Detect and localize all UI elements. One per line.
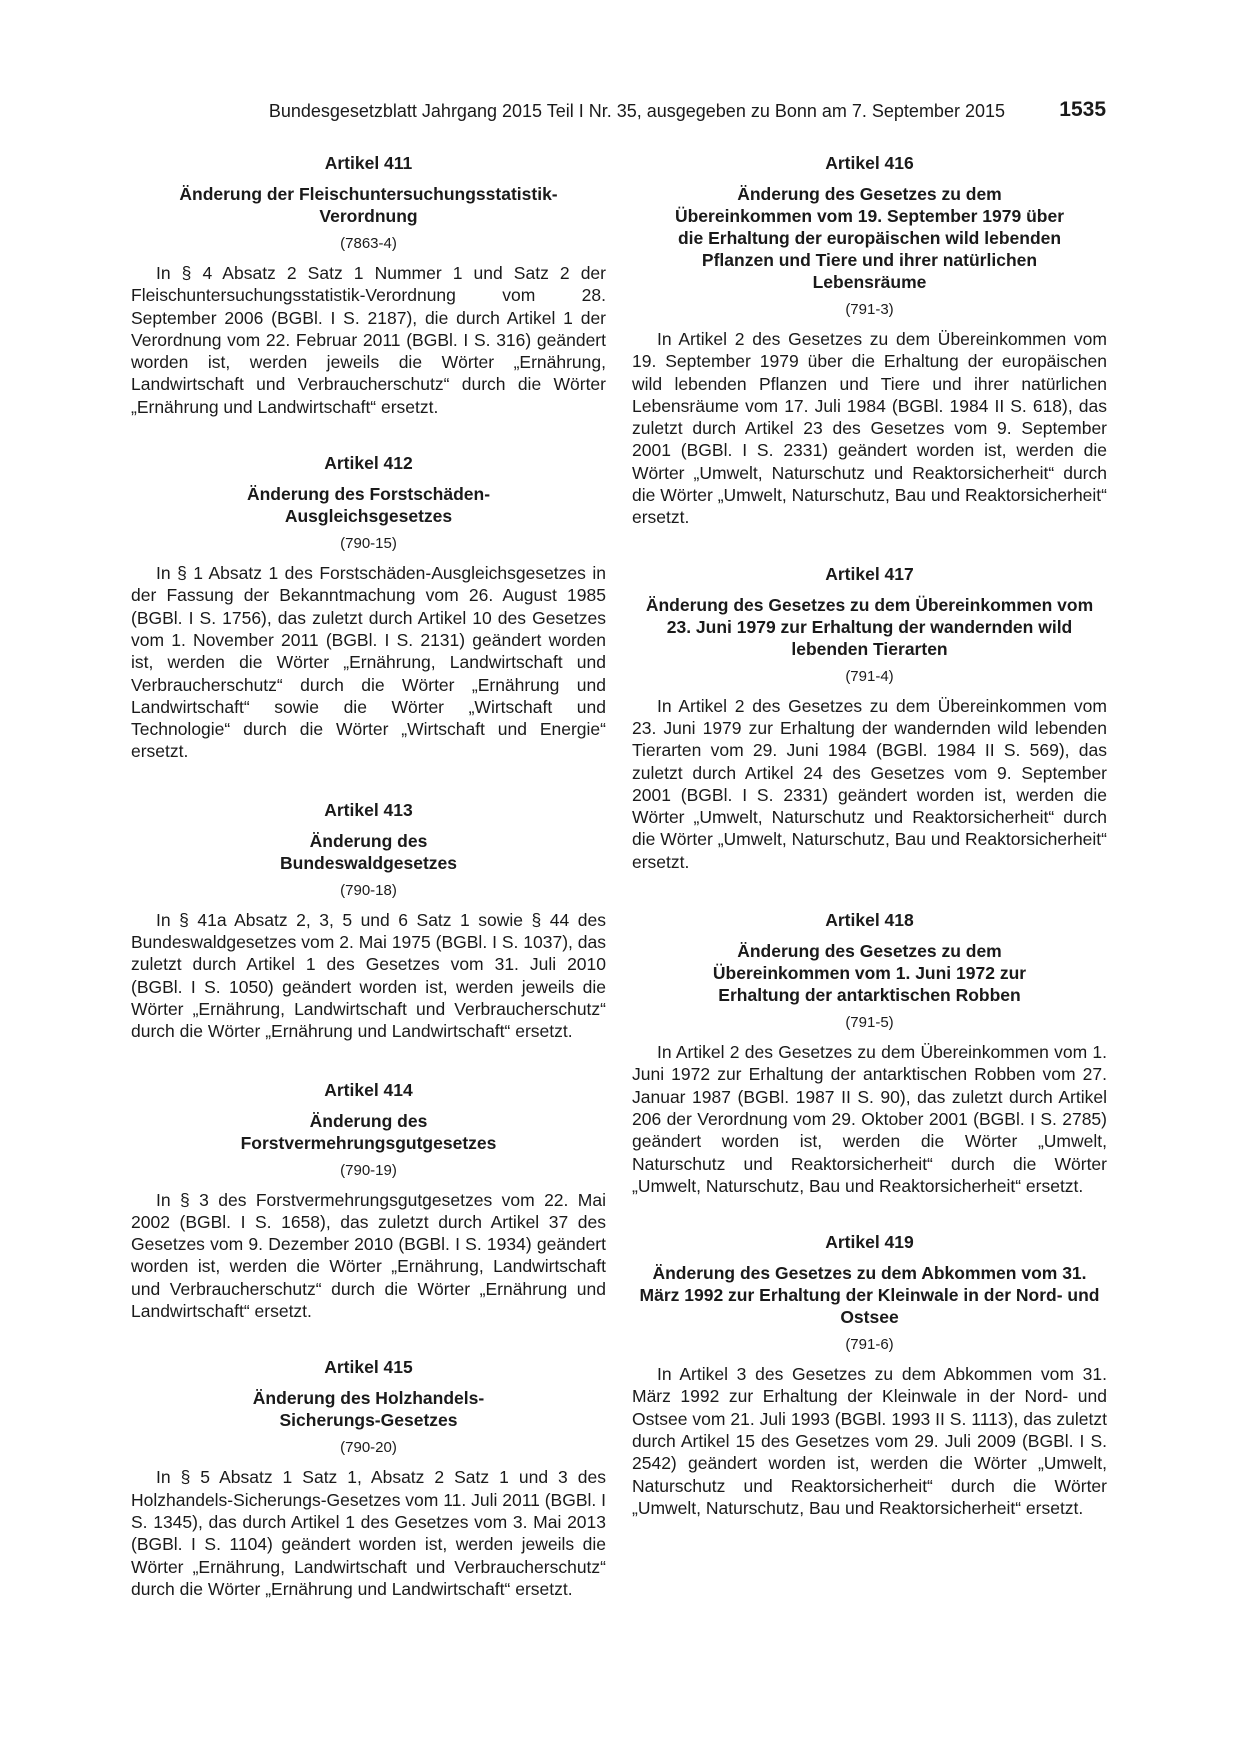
article-body: In § 4 Absatz 2 Satz 1 Nummer 1 und Satz 2 der Fleischuntersuchungsstatistik-Verordnung vom 28. September 2006 (BGBl. I S. 2187), die durch Artikel 1 der Verordnung vom 22. Februar 2011 (BGBl. I S. 316) geändert worden ist, werden jeweils die Wörter „Ernährung, Landwirtschaft und Verbraucherschutz“ durch die Wörter „Ernährung und Landwirtschaft“ ersetzt. (131, 263, 606, 417)
article-number: Artikel 419 (825, 1232, 914, 1253)
article-number: Artikel 416 (825, 153, 914, 173)
running-title: Bundesgesetzblatt Jahrgang 2015 Teil I Nr. 35, ausgegeben zu Bonn am 7. September 2015 (268, 101, 1005, 121)
article-title (632, 1262, 1107, 1328)
article-body: In Artikel 3 des Gesetzes zu dem Abkommen vom 31. März 1992 zur Erhaltung der Kleinwale in der Nord- und Ostsee vom 21. Juli 1993 (BGBl. 1993 II S. 1113), das zuletzt durch Artikel 15 des Gesetzes vom 29. Juli 2009 (BGBl. I S. 2542) geändert worden ist, werden die Wörter „Umwelt, Naturschutz und Reaktorsicherheit“ durch die Wörter „Umwelt, Naturschutz, Bau und Reaktorsicherheit“ ersetzt. (632, 1364, 1107, 1518)
left-column (131, 152, 606, 1600)
article-code: (790-18) (340, 881, 397, 899)
article-code: (791-6) (845, 1336, 894, 1354)
article-414 (131, 1079, 606, 1323)
article-body: In Artikel 2 des Gesetzes zu dem Übereinkommen vom 19. September 1979 über die Erhaltung der europäischen wild lebenden Pflanzen und Tiere und ihrer natürlichen Lebensräume vom 17. Juli 1984 (BGBl. 1984 II S. 618), das zuletzt durch Artikel 23 des Gesetzes vom 9. September 2001 (BGBl. I S. 2331) geändert worden ist, werden die Wörter „Umwelt, Naturschutz und Reaktorsicherheit“ durch die Wörter „Umwelt, Naturschutz, Bau und Reaktorsicherheit“ ersetzt. (632, 329, 1107, 528)
article-412 (131, 452, 606, 763)
article-title-text: Änderung des Holzhandels-Sicherungs-Gesetzes (252, 1388, 485, 1431)
article-body: In Artikel 2 des Gesetzes zu dem Übereinkommen vom 23. Juni 1979 zur Erhaltung der wandernden wild lebenden Tierarten vom 29. Juni 1984 (BGBl. 1984 II S. 569), das zuletzt durch Artikel 24 des Gesetzes vom 9. September 2001 (BGBl. I S. 2331) geändert worden ist, werden die Wörter „Umwelt, Naturschutz und Reaktorsicherheit“ durch die Wörter „Umwelt, Naturschutz, Bau und Reaktorsicherheit“ ersetzt. (632, 695, 1107, 872)
article-title-text: Änderung des Forstschäden-Ausgleichsgesetzes (246, 484, 491, 527)
article-code: (791-3) (845, 301, 894, 318)
article-title (131, 183, 606, 227)
article-417 (632, 563, 1107, 873)
article-title (131, 483, 606, 527)
article-416 (632, 152, 1107, 529)
article-415 (131, 1356, 606, 1600)
article-419 (632, 1231, 1107, 1519)
article-title-text: Änderung des Gesetzes zu dem Übereinkommen vom 1. Juni 1972 zur Erhaltung der antarktischen Robben (712, 941, 1027, 1006)
article-title (632, 594, 1107, 660)
article-title (131, 1387, 606, 1431)
article-number: Artikel 418 (825, 910, 914, 931)
article-number: Artikel 411 (324, 153, 413, 173)
page-header (0, 96, 1241, 126)
article-411 (131, 152, 606, 418)
article-body: In Artikel 2 des Gesetzes zu dem Übereinkommen vom 1. Juni 1972 zur Erhaltung der antarktischen Robben vom 27. Januar 1987 (BGBl. 1987 II S. 90), das zuletzt durch Artikel 206 der Verordnung vom 29. Oktober 2001 (BGBl. I S. 2785) geändert worden ist, werden die Wörter „Umwelt, Naturschutz und Reaktorsicherheit“ durch die Wörter „Umwelt, Naturschutz, Bau und Reaktorsicherheit“ ersetzt. (632, 1042, 1107, 1196)
article-413 (131, 799, 606, 1043)
article-code: (791-4) (845, 667, 894, 685)
article-title (632, 183, 1107, 293)
article-number: Artikel 413 (324, 799, 413, 820)
article-number: Artikel 414 (324, 1079, 413, 1100)
article-code: (791-5) (845, 1014, 894, 1032)
article-code: (790-19) (340, 1161, 397, 1179)
page-number: 1535 (1059, 98, 1106, 121)
article-title-text: Änderung des Bundeswaldgesetzes (280, 830, 457, 873)
article-418 (632, 909, 1107, 1197)
article-title-text: Änderung des Gesetzes zu dem Übereinkommen vom 23. Juni 1979 zur Erhaltung der wandernden wild lebenden Tierarten (645, 594, 1094, 659)
article-title (131, 1110, 606, 1154)
article-body: In § 1 Absatz 1 des Forstschäden-Ausgleichsgesetzes in der Fassung der Bekanntmachung vom 26. August 1985 (BGBl. I S. 1756), das zuletzt durch Artikel 10 des Gesetzes vom 1. November 2011 (BGBl. I S. 2131) geändert worden ist, werden die Wörter „Ernährung, Landwirtschaft und Verbraucherschutz“ durch die Wörter „Ernährung und Landwirtschaft“ sowie die Wörter „Wirtschaft und Technologie“ durch die Wörter „Wirtschaft und Energie“ ersetzt. (131, 563, 606, 762)
article-code: (7863-4) (340, 235, 397, 252)
article-number: Artikel 415 (324, 1357, 413, 1378)
article-body: In § 5 Absatz 1 Satz 1, Absatz 2 Satz 1 und 3 des Holzhandels-Sicherungs-Gesetzes vom 11. Juli 2011 (BGBl. I S. 1345), das durch Artikel 1 des Gesetzes vom 3. Mai 2013 (BGBl. I S. 1104) geändert worden ist, werden jeweils die Wörter „Ernährung, Landwirtschaft und Verbraucherschutz“ durch die Wörter „Ernährung und Landwirtschaft“ ersetzt. (131, 1467, 606, 1599)
article-title-text: Änderung des Gesetzes zu dem Übereinkommen vom 19. September 1979 über die Erhaltung der europäischen wild lebenden Pflanzen und Tiere und ihrer natürlichen Lebensräume (674, 184, 1065, 292)
article-body: In § 3 des Forstvermehrungsgutgesetzes vom 22. Mai 2002 (BGBl. I S. 1658), das zuletzt durch Artikel 37 des Gesetzes vom 9. Dezember 2010 (BGBl. I S. 1934) geändert worden ist, werden die Wörter „Ernährung, Landwirtschaft und Verbraucherschutz“ durch die Wörter „Ernährung und Landwirtschaft“ ersetzt. (131, 1189, 606, 1322)
article-title (131, 830, 606, 874)
article-number: Artikel 412 (324, 453, 413, 474)
article-code: (790-20) (340, 1439, 397, 1457)
article-title-text: Änderung des Forstvermehrungsgutgesetzes (240, 1110, 497, 1153)
article-title-text: Änderung der Fleischuntersuchungsstatistik-Verordnung (179, 184, 558, 226)
article-title-text: Änderung des Gesetzes zu dem Abkommen vom 31. März 1992 zur Erhaltung der Kleinwale in der Nord- und Ostsee (639, 1263, 1100, 1328)
article-title (632, 940, 1107, 1006)
article-body: In § 41a Absatz 2, 3, 5 und 6 Satz 1 sowie § 44 des Bundeswaldgesetzes vom 2. Mai 1975 (BGBl. I S. 1037), das zuletzt durch Artikel 1 des Gesetzes vom 31. Juli 2010 (BGBl. I S. 1050) geändert worden ist, werden jeweils die Wörter „Ernährung, Landwirtschaft und Verbraucherschutz“ durch die Wörter „Ernährung und Landwirtschaft“ ersetzt. (131, 909, 606, 1042)
article-code: (790-15) (340, 535, 397, 553)
article-number: Artikel 417 (825, 563, 914, 584)
right-column (632, 152, 1107, 1519)
